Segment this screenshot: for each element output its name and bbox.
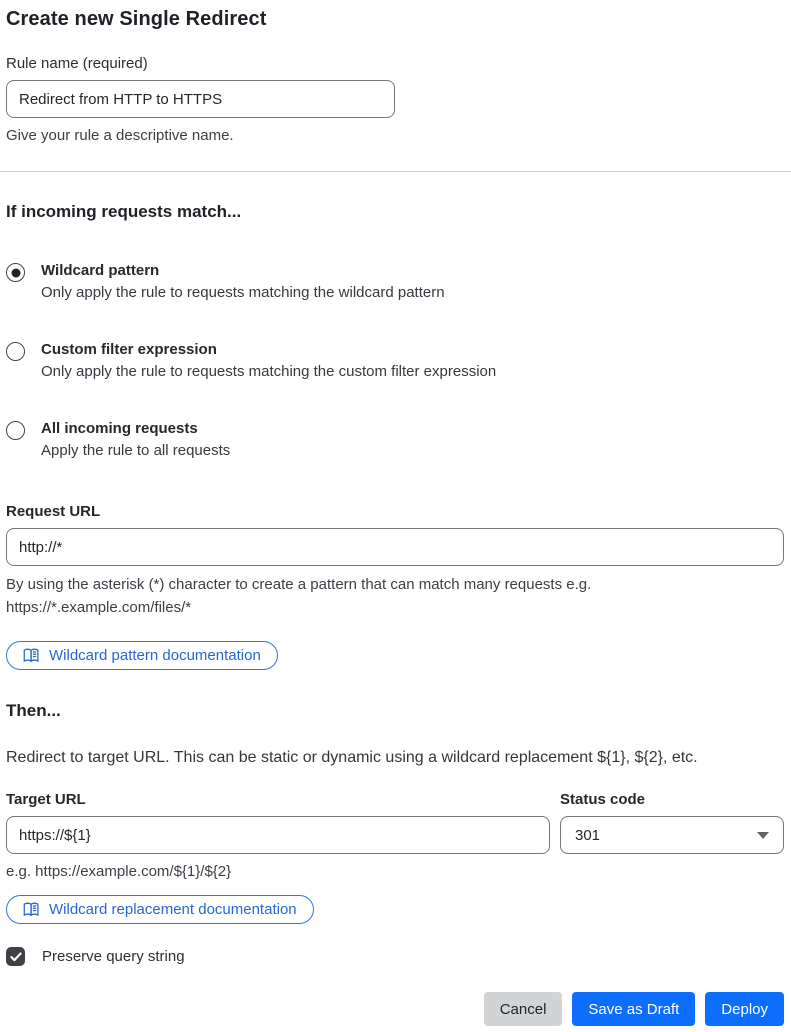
- target-status-row: [6, 791, 784, 883]
- match-radio-2[interactable]: [6, 421, 25, 440]
- radio-option-wildcard-pattern[interactable]: [6, 262, 784, 304]
- then-section-heading: Then...: [6, 701, 61, 720]
- section-divider: [0, 171, 791, 172]
- wildcard-replacement-docs-button[interactable]: [6, 895, 314, 924]
- radio-description: Only apply the rule to requests matching the custom filter expression: [41, 363, 497, 380]
- radio-description: Only apply the rule to requests matching the wildcard pattern: [41, 284, 445, 301]
- match-type-radio-group: [6, 262, 784, 462]
- page-title: Create new Single Redirect: [6, 8, 267, 30]
- preserve-query-checkbox[interactable]: [6, 947, 25, 966]
- status-code-label: Status code: [560, 791, 646, 808]
- match-section-heading: If incoming requests match...: [6, 202, 242, 221]
- status-code-select[interactable]: [560, 816, 784, 854]
- then-description: Redirect to target URL. This can be static or dynamic using a wildcard replacement ${1}, ${2}, etc.: [6, 749, 698, 766]
- open-book-icon: [23, 902, 40, 917]
- rule-name-input[interactable]: [6, 80, 395, 118]
- target-url-help: e.g. https://example.com/${1}/${2}: [6, 863, 232, 880]
- rule-name-help: Give your rule a descriptive name.: [6, 127, 234, 144]
- request-url-help-line1: By using the asterisk (*) character to create a pattern that can match many requests e.g.: [6, 576, 592, 593]
- save-as-draft-button[interactable]: Save as Draft: [572, 992, 695, 1026]
- form-actions: [6, 992, 784, 1026]
- wildcard-pattern-docs-button[interactable]: [6, 641, 278, 670]
- match-radio-0[interactable]: [6, 263, 25, 282]
- request-url-help-line2: https://*.example.com/files/*: [6, 599, 192, 616]
- target-url-input[interactable]: [6, 816, 550, 854]
- open-book-icon: [23, 648, 40, 663]
- status-code-value: 301: [575, 826, 601, 844]
- request-url-label: Request URL: [6, 503, 101, 520]
- target-url-label: Target URL: [6, 791, 86, 808]
- match-radio-1[interactable]: [6, 342, 25, 361]
- preserve-query-label[interactable]: Preserve query string: [42, 948, 185, 965]
- radio-option-custom-filter-expression[interactable]: [6, 341, 784, 383]
- doc-button-label: Wildcard replacement documentation: [49, 901, 297, 918]
- radio-option-all-incoming-requests[interactable]: [6, 420, 784, 462]
- radio-label[interactable]: Wildcard pattern: [41, 262, 160, 279]
- request-url-input[interactable]: [6, 528, 784, 566]
- checkmark-icon: [10, 952, 22, 962]
- preserve-query-row[interactable]: [6, 947, 784, 966]
- radio-description: Apply the rule to all requests: [41, 442, 231, 459]
- radio-label[interactable]: All incoming requests: [41, 420, 198, 437]
- radio-label[interactable]: Custom filter expression: [41, 341, 217, 358]
- doc-button-label: Wildcard pattern documentation: [49, 647, 261, 664]
- request-url-help: [6, 573, 784, 619]
- rule-name-label: Rule name (required): [6, 55, 148, 72]
- deploy-button[interactable]: Deploy: [705, 992, 784, 1026]
- cancel-button[interactable]: Cancel: [484, 992, 563, 1026]
- caret-down-icon: [757, 832, 769, 839]
